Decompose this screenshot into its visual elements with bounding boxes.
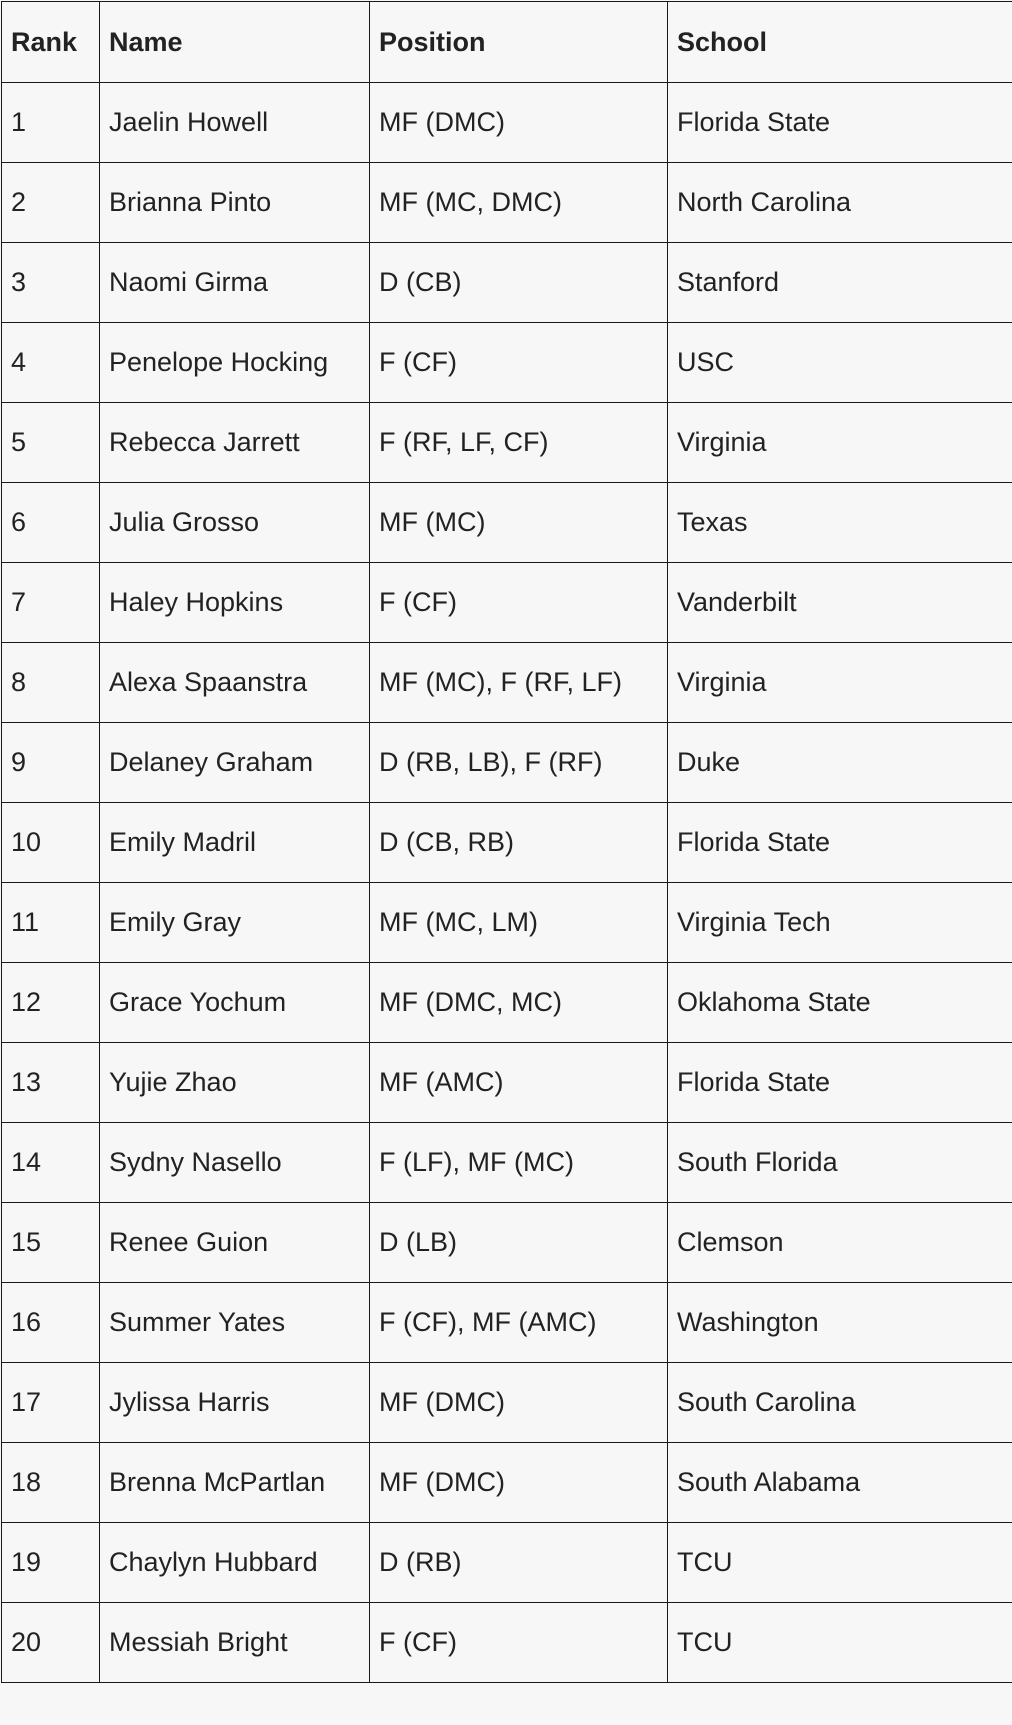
cell-position: MF (DMC) [370, 1443, 668, 1523]
table-row [2, 483, 1012, 563]
cell-rank: 9 [2, 723, 100, 803]
cell-name: Messiah Bright [100, 1603, 370, 1683]
cell-name: Rebecca Jarrett [100, 403, 370, 483]
cell-rank: 8 [2, 643, 100, 723]
cell-rank: 13 [2, 1043, 100, 1123]
cell-name: Grace Yochum [100, 963, 370, 1043]
header-row [2, 2, 1012, 83]
header-rank: Rank [2, 2, 100, 83]
cell-name: Delaney Graham [100, 723, 370, 803]
cell-position: MF (DMC, MC) [370, 963, 668, 1043]
cell-school: Texas [668, 483, 1012, 563]
header-school: School [668, 2, 1012, 83]
cell-rank: 17 [2, 1363, 100, 1443]
cell-rank: 16 [2, 1283, 100, 1363]
cell-rank: 4 [2, 323, 100, 403]
cell-position: D (CB, RB) [370, 803, 668, 883]
table-row [2, 163, 1012, 243]
cell-school: TCU [668, 1603, 1012, 1683]
cell-rank: 12 [2, 963, 100, 1043]
table-row [2, 83, 1012, 163]
cell-rank: 15 [2, 1203, 100, 1283]
cell-position: D (RB, LB), F (RF) [370, 723, 668, 803]
cell-name: Sydny Nasello [100, 1123, 370, 1203]
table-row [2, 883, 1012, 963]
cell-school: Oklahoma State [668, 963, 1012, 1043]
cell-name: Penelope Hocking [100, 323, 370, 403]
table-row [2, 963, 1012, 1043]
cell-school: Virginia Tech [668, 883, 1012, 963]
cell-rank: 5 [2, 403, 100, 483]
cell-position: MF (MC, LM) [370, 883, 668, 963]
table-row [2, 563, 1012, 643]
cell-school: North Carolina [668, 163, 1012, 243]
table-row [2, 1043, 1012, 1123]
cell-position: F (CF) [370, 563, 668, 643]
cell-position: D (RB) [370, 1523, 668, 1603]
cell-school: Vanderbilt [668, 563, 1012, 643]
table-row [2, 1283, 1012, 1363]
cell-name: Renee Guion [100, 1203, 370, 1283]
cell-rank: 20 [2, 1603, 100, 1683]
cell-position: MF (AMC) [370, 1043, 668, 1123]
cell-school: USC [668, 323, 1012, 403]
table-row [2, 803, 1012, 883]
cell-rank: 1 [2, 83, 100, 163]
cell-position: D (CB) [370, 243, 668, 323]
cell-school: South Florida [668, 1123, 1012, 1203]
cell-name: Jaelin Howell [100, 83, 370, 163]
cell-position: MF (MC), F (RF, LF) [370, 643, 668, 723]
cell-name: Chaylyn Hubbard [100, 1523, 370, 1603]
table-row [2, 1443, 1012, 1523]
cell-rank: 7 [2, 563, 100, 643]
cell-rank: 14 [2, 1123, 100, 1203]
cell-name: Naomi Girma [100, 243, 370, 323]
table-row [2, 403, 1012, 483]
cell-school: Florida State [668, 83, 1012, 163]
cell-school: South Alabama [668, 1443, 1012, 1523]
cell-school: Duke [668, 723, 1012, 803]
cell-position: F (CF), MF (AMC) [370, 1283, 668, 1363]
table-row [2, 323, 1012, 403]
cell-position: MF (MC, DMC) [370, 163, 668, 243]
table-row [2, 1203, 1012, 1283]
rankings-table [1, 1, 1012, 1683]
cell-name: Emily Gray [100, 883, 370, 963]
cell-rank: 19 [2, 1523, 100, 1603]
cell-position: MF (DMC) [370, 1363, 668, 1443]
cell-school: South Carolina [668, 1363, 1012, 1443]
cell-name: Yujie Zhao [100, 1043, 370, 1123]
cell-school: Stanford [668, 243, 1012, 323]
table-row [2, 1603, 1012, 1683]
cell-school: Virginia [668, 643, 1012, 723]
cell-rank: 6 [2, 483, 100, 563]
header-position: Position [370, 2, 668, 83]
cell-position: MF (DMC) [370, 83, 668, 163]
cell-rank: 11 [2, 883, 100, 963]
cell-name: Brianna Pinto [100, 163, 370, 243]
cell-position: D (LB) [370, 1203, 668, 1283]
cell-name: Brenna McPartlan [100, 1443, 370, 1523]
table-row [2, 1123, 1012, 1203]
cell-name: Julia Grosso [100, 483, 370, 563]
cell-name: Jylissa Harris [100, 1363, 370, 1443]
cell-name: Summer Yates [100, 1283, 370, 1363]
cell-position: F (CF) [370, 1603, 668, 1683]
cell-rank: 2 [2, 163, 100, 243]
cell-name: Alexa Spaanstra [100, 643, 370, 723]
cell-school: TCU [668, 1523, 1012, 1603]
cell-name: Haley Hopkins [100, 563, 370, 643]
table-row [2, 1523, 1012, 1603]
cell-school: Florida State [668, 803, 1012, 883]
cell-position: F (RF, LF, CF) [370, 403, 668, 483]
header-name: Name [100, 2, 370, 83]
cell-name: Emily Madril [100, 803, 370, 883]
cell-school: Virginia [668, 403, 1012, 483]
cell-position: F (CF) [370, 323, 668, 403]
table-row [2, 723, 1012, 803]
cell-school: Clemson [668, 1203, 1012, 1283]
table-row [2, 643, 1012, 723]
cell-rank: 18 [2, 1443, 100, 1523]
table-row [2, 243, 1012, 323]
cell-rank: 3 [2, 243, 100, 323]
table-row [2, 1363, 1012, 1443]
cell-rank: 10 [2, 803, 100, 883]
cell-position: MF (MC) [370, 483, 668, 563]
cell-school: Washington [668, 1283, 1012, 1363]
table-body [2, 83, 1012, 1683]
cell-position: F (LF), MF (MC) [370, 1123, 668, 1203]
cell-school: Florida State [668, 1043, 1012, 1123]
